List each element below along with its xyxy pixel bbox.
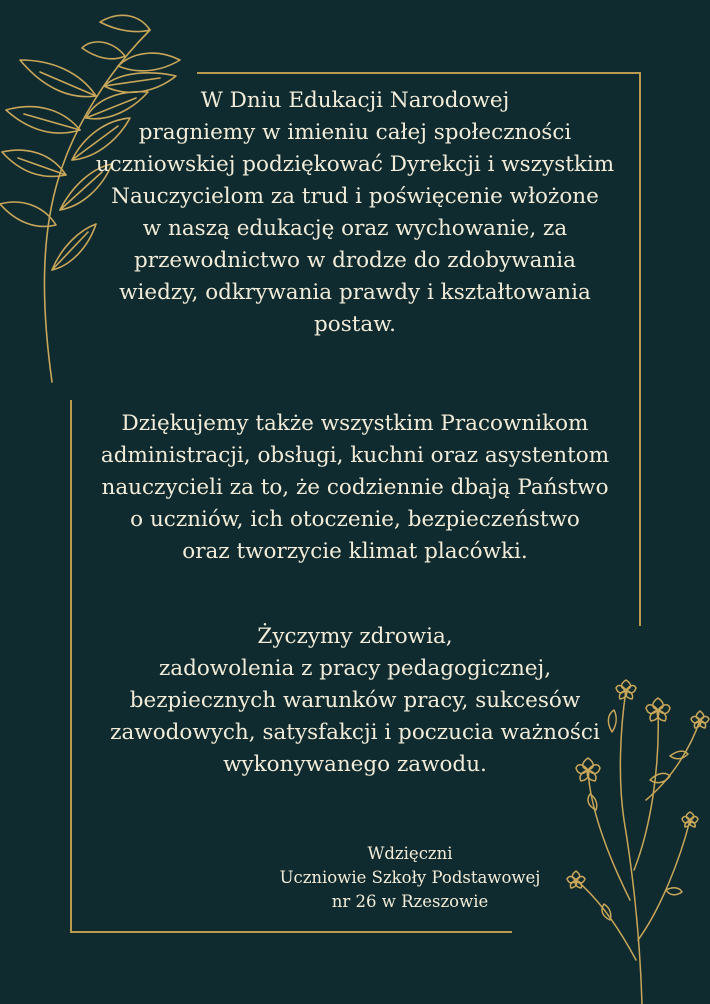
- text-line: przewodnictwo w drodze do zdobywania: [134, 248, 576, 273]
- text-line: zawodowych, satysfakcji i poczucia ważności: [110, 720, 600, 745]
- text-line: zadowolenia z pracy pedagogicznej,: [158, 656, 552, 681]
- frame-bottom-line: [70, 931, 512, 933]
- text-line: administracji, obsługi, kuchni oraz asystentom: [100, 443, 610, 468]
- text-line: pragniemy w imieniu całej społeczności: [138, 120, 572, 145]
- text-line: Życzymy zdrowia,: [257, 624, 453, 649]
- paragraph-gratitude-teachers: [90, 85, 620, 341]
- frame-top-line: [197, 72, 641, 74]
- text-line: wykonywanego zawodu.: [223, 752, 487, 777]
- text-line: uczniowskiej podziękować Dyrekcji i wszystkim: [95, 152, 615, 177]
- paragraph-wishes: [90, 621, 620, 781]
- text-line: postaw.: [314, 312, 396, 337]
- frame-left-line: [70, 400, 72, 932]
- text-line: Dziękujemy także wszystkim Pracownikom: [121, 411, 589, 436]
- text-line: bezpiecznych warunków pracy, sukcesów: [129, 688, 581, 713]
- text-line: W Dniu Edukacji Narodowej: [200, 88, 510, 113]
- text-line: w naszą edukację oraz wychowanie, za: [142, 216, 568, 241]
- text-line: wiedzy, odkrywania prawdy i kształtowania: [119, 280, 591, 305]
- text-line: o uczniów, ich otoczenie, bezpieczeństwo: [130, 507, 580, 532]
- text-line: oraz tworzycie klimat placówki.: [182, 539, 528, 564]
- text-line: Nauczycielom za trud i poświęcenie włożone: [111, 184, 599, 209]
- signature-line: Wdzięczni: [367, 844, 453, 863]
- signature-line: nr 26 w Rzeszowie: [331, 892, 489, 911]
- signature-line: Uczniowie Szkoły Podstawowej: [279, 868, 541, 887]
- signature-block: [270, 842, 550, 914]
- frame-right-line: [639, 72, 641, 626]
- text-line: nauczycieli za to, że codziennie dbają Państwo: [101, 475, 609, 500]
- paragraph-gratitude-staff: [90, 408, 620, 568]
